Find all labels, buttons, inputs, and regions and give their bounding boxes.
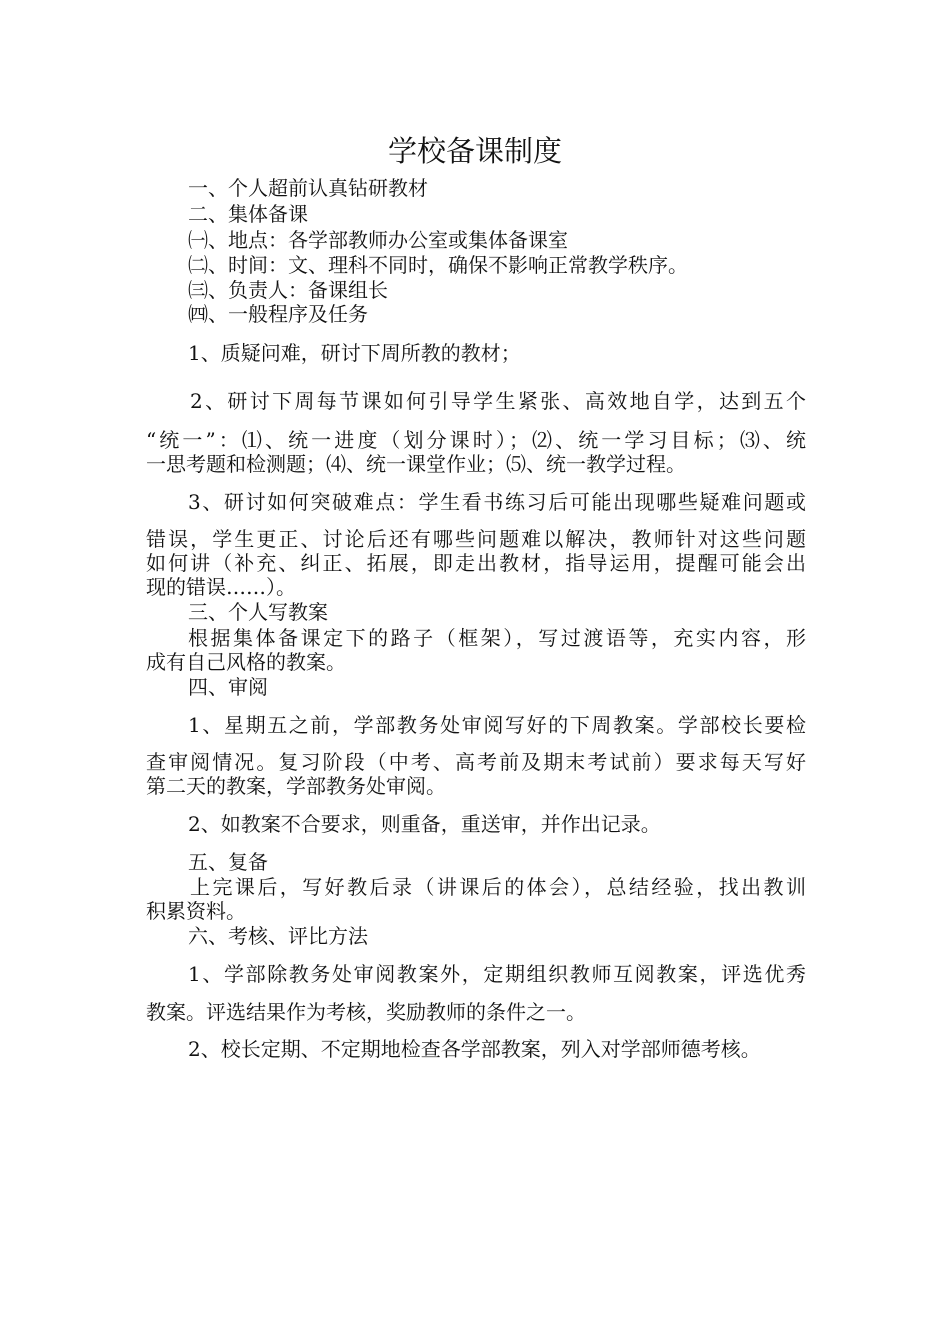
paragraph-line: 1、学部除教务处审阅教案外，定期组织教师互阅教案，评选优秀 — [188, 962, 806, 986]
heading-1: 一、个人超前认真钻研教材 — [188, 176, 428, 200]
paragraph-line: 2、校长定期、不定期地检查各学部教案，列入对学部师德考核。 — [188, 1037, 761, 1061]
paragraph-line: 错误，学生更正、讨论后还有哪些问题难以解决，教师针对这些问题 — [146, 527, 806, 551]
paragraph-line: 如何讲（补充、纠正、拓展，即走出教材，指导运用，提醒可能会出 — [146, 551, 806, 575]
heading-5: 五、复备 — [188, 850, 268, 874]
document-title: 学校备课制度 — [387, 134, 562, 168]
heading-6: 六、考核、评比方法 — [188, 924, 368, 948]
paragraph-line: 一思考题和检测题；⑷、统一课堂作业；⑸、统一教学过程。 — [146, 452, 686, 476]
item-location: ㈠、地点：各学部教师办公室或集体备课室 — [188, 228, 568, 252]
paragraph-line: 成有自己风格的教案。 — [146, 650, 346, 674]
paragraph-line: 1、星期五之前，学部教务处审阅写好的下周教案。学部校长要检 — [188, 713, 806, 737]
paragraph-line: 第二天的教案，学部教务处审阅。 — [146, 774, 446, 798]
paragraph-line: 教案。评选结果作为考核，奖励教师的条件之一。 — [146, 1000, 586, 1024]
paragraph-line: 根据集体备课定下的路子（框架），写过渡语等，充实内容，形 — [188, 626, 806, 650]
paragraph-line: 2、如教案不合要求，则重备，重送审，并作出记录。 — [188, 812, 661, 836]
item-procedure: ㈣、一般程序及任务 — [188, 302, 368, 326]
heading-3: 三、个人写教案 — [188, 600, 328, 624]
paragraph-line: 现的错误……）。 — [146, 575, 296, 599]
paragraph-line: 积累资料。 — [146, 899, 246, 923]
item-person-in-charge: ㈢、负责人：备课组长 — [188, 278, 388, 302]
paragraph-line: 1、质疑问难，研讨下周所教的教材； — [188, 341, 521, 365]
paragraph-line: 查审阅情况。复习阶段（中考、高考前及期末考试前）要求每天写好 — [146, 750, 806, 774]
heading-2: 二、集体备课 — [188, 202, 308, 226]
paragraph-line: “统一”：⑴、统一进度（划分课时）；⑵、统一学习目标；⑶、统 — [146, 428, 806, 452]
paragraph-line: 上完课后，写好教后录（讲课后的体会），总结经验，找出教训 — [190, 875, 806, 899]
paragraph-line: 3、研讨如何突破难点：学生看书练习后可能出现哪些疑难问题或 — [188, 490, 806, 514]
paragraph-line: 2、研讨下周每节课如何引导学生紧张、高效地自学，达到五个 — [190, 389, 806, 413]
heading-4: 四、审阅 — [188, 675, 268, 699]
item-time: ㈡、时间：文、理科不同时，确保不影响正常教学秩序。 — [188, 253, 688, 277]
